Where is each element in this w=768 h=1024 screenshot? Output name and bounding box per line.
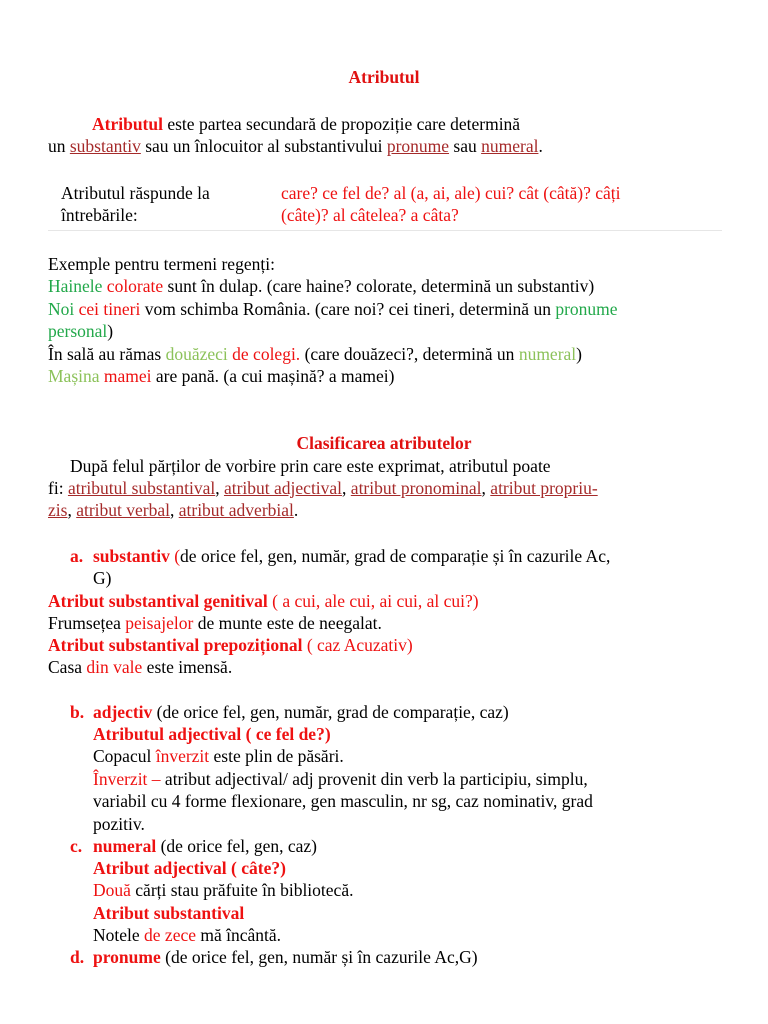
questions-right-cell: care? ce fel de? al (a, ai, ale) cui? cât (câtă)? câți (câte)? al câtelea? a câta?: [281, 183, 621, 225]
section-b-example: Copacul înverzit este plin de păsări.: [93, 746, 344, 766]
questions-table: [48, 170, 722, 231]
definition-line-2: un substantiv sau un înlocuitor al substantivului pronume sau numeral.: [48, 136, 543, 156]
examples-heading: Exemple pentru termeni regenți:: [48, 254, 275, 274]
link-atribut-propriu-zis[interactable]: atribut propriu-: [490, 478, 598, 498]
link-atribut-substantival[interactable]: atributul substantival: [67, 478, 216, 498]
example-2-continued: personal): [48, 321, 114, 341]
section-d-heading: pronume (de orice fel, gen, număr și în cazurile Ac,G): [93, 947, 478, 967]
link-atribut-adjectival[interactable]: atribut adjectival: [223, 478, 343, 498]
section-a-subtype-1: Atribut substantival genitival ( a cui, ale cui, ai cui, al cui?): [48, 591, 479, 611]
questions-left-cell: Atributul răspunde la întrebările:: [61, 183, 210, 225]
list-marker-b: b.: [70, 702, 85, 722]
section-c-subtype-2: Atribut substantival: [93, 903, 245, 923]
example-1: Hainele colorate sunt în dulap. (care haine? colorate, determină un substantiv): [48, 276, 595, 296]
section-a-subtype-2: Atribut substantival prepozițional ( caz Acuzativ): [48, 635, 413, 655]
link-atribut-verbal[interactable]: atribut verbal: [76, 500, 170, 520]
classification-intro-3: zis, atribut verbal, atribut adverbial.: [48, 500, 299, 520]
definition-line-1: Atributul este partea secundară de propoziție care determină: [92, 114, 521, 134]
link-atribut-adverbial[interactable]: atribut adverbial: [178, 500, 294, 520]
classification-heading: Clasificarea atributelor: [296, 433, 472, 453]
list-marker-c: c.: [70, 836, 83, 856]
section-b-heading: adjectiv (de orice fel, gen, număr, grad de comparație, caz): [93, 702, 509, 722]
link-substantiv[interactable]: substantiv: [69, 136, 141, 156]
link-atribut-propriu-zis-end[interactable]: zis: [48, 500, 68, 520]
example-2: Noi cei tineri vom schimba România. (care noi? cei tineri, determină un pronume: [48, 299, 618, 319]
section-b-subtype: Atributul adjectival ( ce fel de?): [93, 724, 331, 744]
section-c-example-1: Două cărți stau prăfuite în bibliotecă.: [93, 880, 354, 900]
section-c-heading: numeral (de orice fel, gen, caz): [93, 836, 318, 856]
page-title: Atributul: [348, 67, 420, 87]
section-a-heading-continued: G): [93, 568, 112, 588]
classification-intro-1: După felul părților de vorbire prin care este exprimat, atributul poate: [70, 456, 551, 476]
classification-intro-2: fi: atributul substantival, atribut adjectival, atribut pronominal, atribut propriu-: [48, 478, 598, 498]
term-atributul: Atributul: [92, 114, 163, 134]
link-numeral[interactable]: numeral: [481, 136, 539, 156]
section-c-subtype-1: Atribut adjectival ( câte?): [93, 858, 286, 878]
section-b-note-3: pozitiv.: [93, 814, 145, 834]
section-a-example-1: Frumsețea peisajelor de munte este de neegalat.: [48, 613, 382, 633]
link-pronume[interactable]: pronume: [386, 136, 450, 156]
list-marker-d: d.: [70, 947, 85, 967]
list-marker-a: a.: [70, 546, 84, 566]
section-a-example-2: Casa din vale este imensă.: [48, 657, 233, 677]
section-c-example-2: Notele de zece mă încântă.: [93, 925, 282, 945]
section-a-heading: substantiv (de orice fel, gen, număr, grad de comparație și în cazurile Ac,: [93, 546, 611, 566]
link-atribut-pronominal[interactable]: atribut pronominal: [350, 478, 482, 498]
section-b-note-2: variabil cu 4 forme flexionare, gen masculin, nr sg, caz nominativ, grad: [93, 791, 593, 811]
example-4: Mașina mamei are pană. (a cui mașină? a mamei): [48, 366, 395, 386]
section-b-note-1: Înverzit – atribut adjectival/ adj provenit din verb la participiu, simplu,: [93, 769, 588, 789]
example-3: În sală au rămas douăzeci de colegi. (care douăzeci?, determină un numeral): [48, 344, 582, 364]
